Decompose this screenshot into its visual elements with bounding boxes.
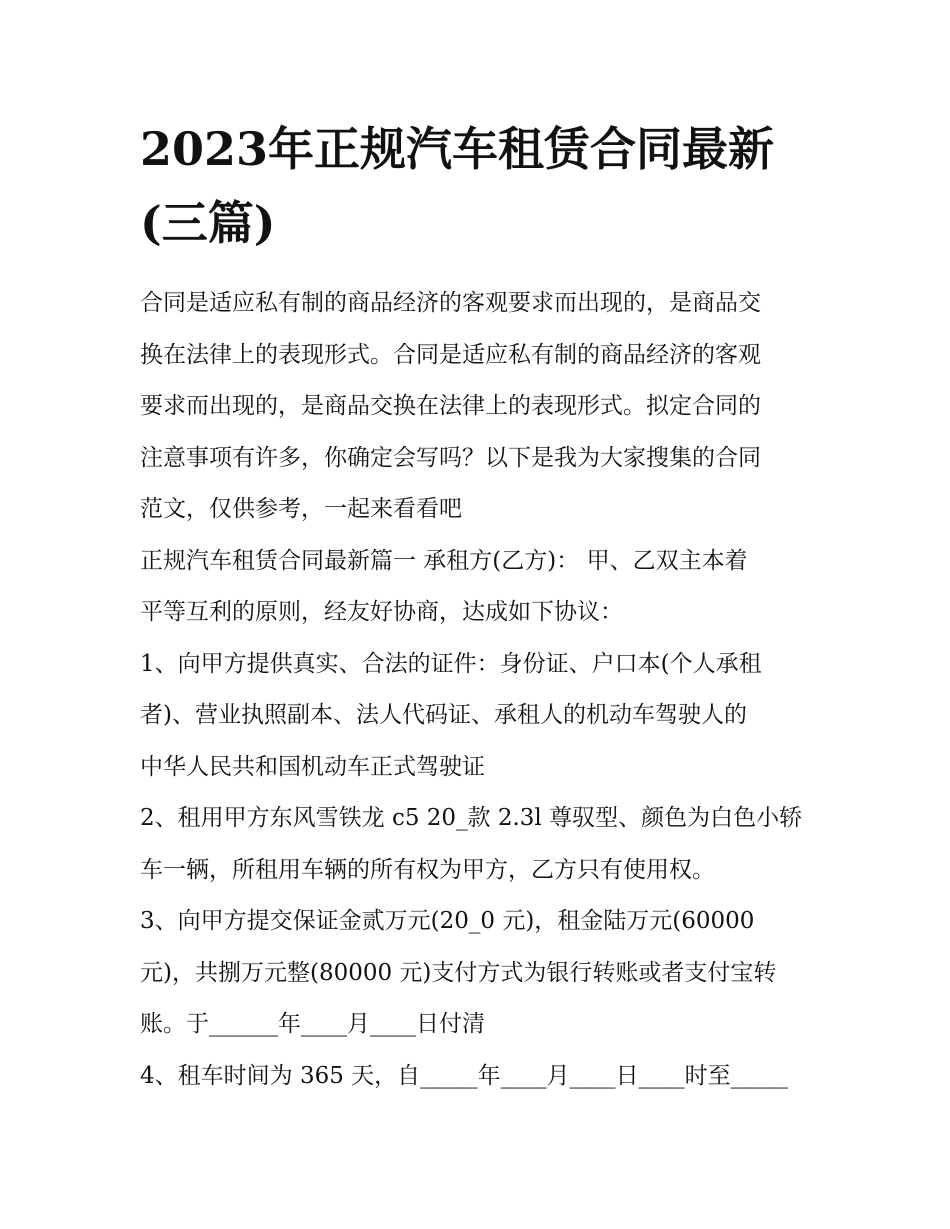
body-line: 车一辆，所租用车辆的所有权为甲方，乙方只有使用权。 (140, 856, 715, 883)
body-line: 平等互利的原则，经友好协商，达成如下协议： (140, 599, 623, 625)
body-line: 元)，共捌万元整(80000 元)支付方式为银行转账或者支付宝转 (140, 959, 777, 986)
body-line: 要求而出现的，是商品交换在法律上的表现形式。拟定合同的 (140, 393, 761, 419)
title-line-2: (三篇) (140, 196, 276, 250)
body-line: 换在法律上的表现形式。合同是适应私有制的商品经济的客观 (140, 341, 761, 368)
document-page (140, 112, 820, 1102)
body-line: 中华人民共和国机动车正式驾驶证 (140, 753, 485, 780)
document-title (140, 112, 820, 260)
body-line: 账。于______年____月____日付清 (140, 1011, 485, 1037)
body-line: 1、向甲方提供真实、合法的证件：身份证、户口本(个人承租 (140, 650, 762, 677)
body-line: 4、租车时间为 365 天，自_____年____月____日____时至_____ (140, 1062, 789, 1089)
title-line-1: 2023年正规汽车租赁合同最新 (140, 122, 775, 176)
body-line: 范文，仅供参考，一起来看看吧 (140, 496, 462, 522)
document-body (140, 278, 820, 1102)
body-line: 注意事项有许多，你确定会写吗？以下是我为大家搜集的合同 (140, 444, 761, 471)
body-line: 2、租用甲方东风雪铁龙 c5 20_款 2.3l 尊驭型、颜色为白色小轿 (140, 805, 803, 831)
body-line: 者)、营业执照副本、法人代码证、承租人的机动车驾驶人的 (140, 702, 747, 728)
body-line: 正规汽车租赁合同最新篇一 承租方(乙方)： 甲、乙双主本着 (140, 547, 748, 574)
body-line: 3、向甲方提交保证金贰万元(20_0 元)，租金陆万元(60000 (140, 908, 755, 934)
body-line: 合同是适应私有制的商品经济的客观要求而出现的，是商品交 (140, 290, 761, 316)
